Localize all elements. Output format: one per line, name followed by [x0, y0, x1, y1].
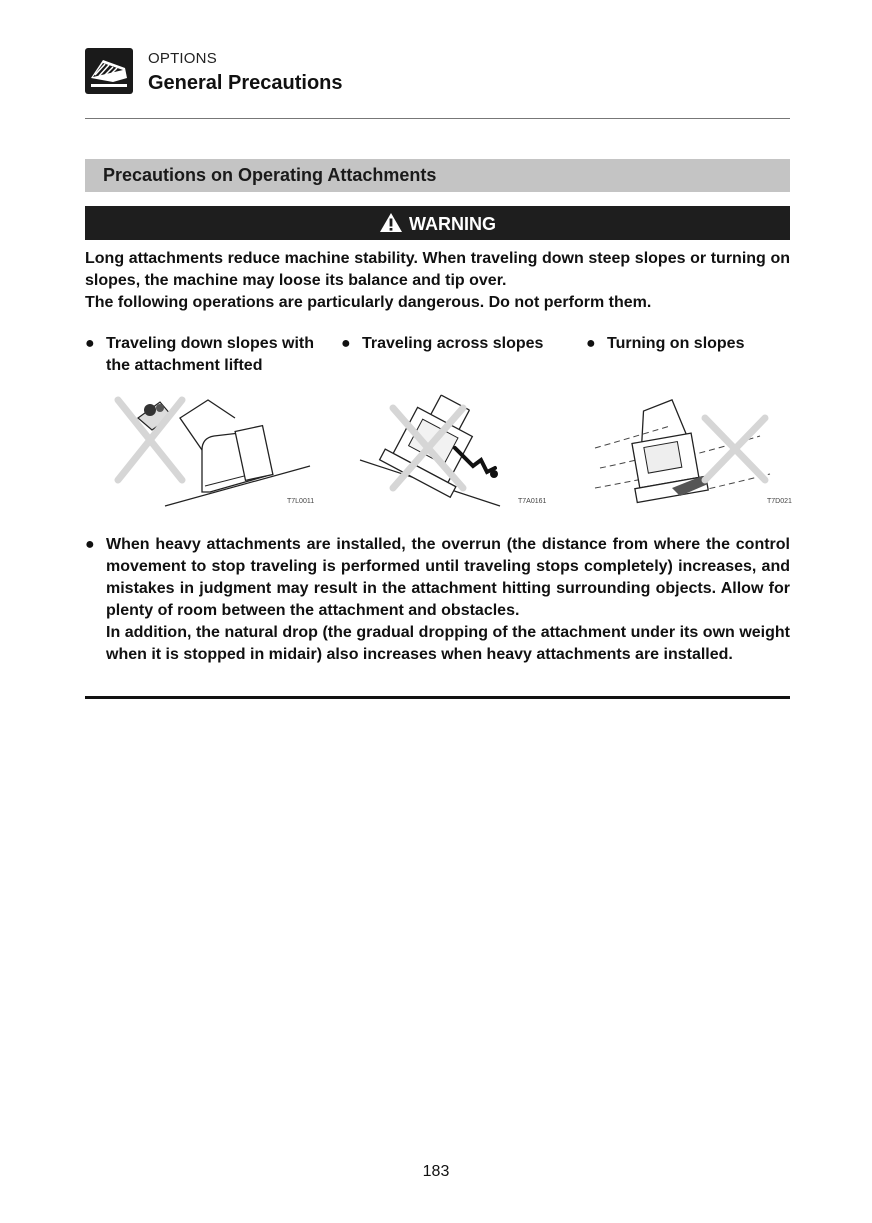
header-divider [85, 118, 790, 119]
heavy-attachment-bullet [85, 534, 790, 666]
page-number: 183 [422, 1163, 450, 1180]
bullet-dot: ● [586, 335, 596, 352]
warning-paragraph-2: The following operations are particularly dangerous. Do not perform them. [85, 294, 652, 311]
bottom-divider [85, 696, 790, 699]
downhill-lifted-attachment-icon [110, 388, 325, 510]
figure-across-slope [355, 388, 550, 510]
bucket-attachment-icon [85, 48, 133, 94]
bullet-text: the attachment lifted [106, 357, 263, 374]
warning-label: WARNING [409, 214, 496, 234]
bullet-text: Turning on slopes [607, 335, 745, 352]
bullet-text: Traveling across slopes [362, 335, 544, 352]
figure-code: T7A0161 [518, 498, 547, 505]
bullet-item [586, 333, 786, 355]
figure-code: T7D021 [767, 498, 792, 505]
machine-tipping-over-icon [355, 388, 550, 510]
figure-downhill-lifted [110, 388, 325, 510]
turning-on-slope-icon [590, 388, 790, 510]
section-heading-bar [85, 159, 790, 192]
section-title: Precautions on Operating Attachments [103, 165, 437, 185]
figure-turning-on-slope [590, 388, 790, 510]
figure-code: T7L0011 [287, 498, 315, 505]
bullet-text: Traveling down slopes with [106, 335, 315, 352]
bullet-item [341, 333, 571, 355]
heavy-attachment-paragraph-1: When heavy attachments are installed, the overrun (the distance from where the control movement to stop traveling is performed until traveling stops completely) increases, and mistakes in judgment may result in the attachment hitting surrounding objects. Allow for plenty of room between the attachment and obstacles. [106, 536, 790, 619]
bullet-dot: ● [85, 536, 95, 553]
page-title: General Precautions [148, 72, 343, 94]
warning-banner [85, 206, 790, 240]
bullet-dot: ● [341, 335, 351, 352]
section-label: OPTIONS [148, 50, 217, 67]
bullet-item [85, 333, 330, 379]
bullet-dot: ● [85, 335, 95, 352]
heavy-attachment-paragraph-2: In addition, the natural drop (the gradual dropping of the attachment under its own weight when it is stopped in midair) also increases when heavy attachments are installed. [106, 624, 790, 663]
warning-triangle-icon [379, 212, 403, 233]
warning-paragraph-1: Long attachments reduce machine stability. When traveling down steep slopes or turning on slopes, the machine may loose its balance and tip over. [85, 250, 790, 289]
